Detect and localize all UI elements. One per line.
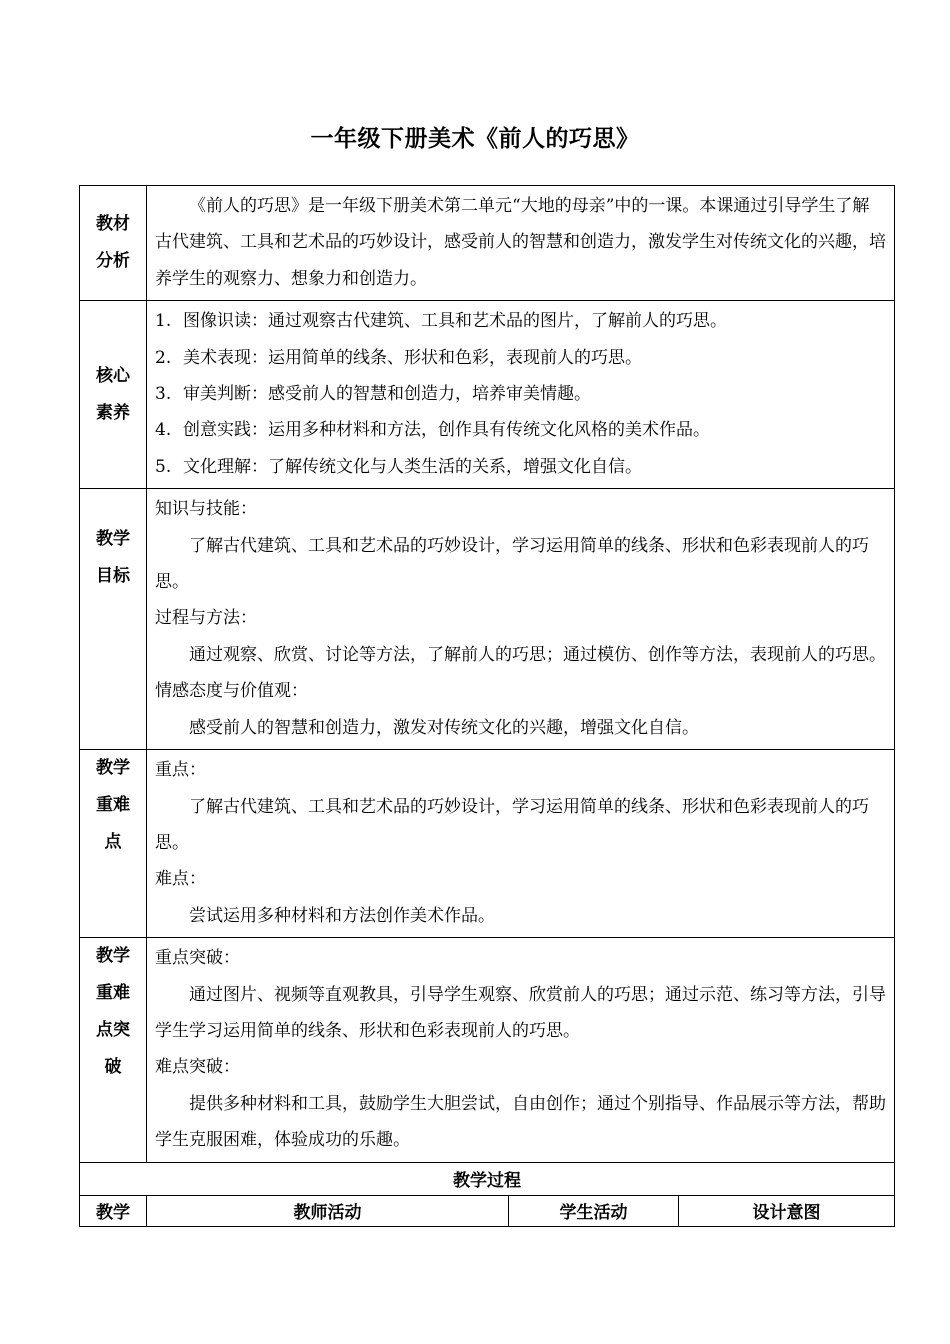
- list-item: 4. 创意实践：运用多种材料和方法，创作具有传统文化风格的美术作品。: [155, 420, 710, 441]
- process-heading: 教学过程: [80, 1162, 895, 1195]
- difficulty-heading: 难点：: [155, 869, 206, 890]
- row-core-literacy: [80, 301, 895, 489]
- list-item: 2. 美术表现：运用简单的线条、形状和色彩，表现前人的巧思。: [155, 347, 642, 368]
- row-key-points: [80, 750, 895, 938]
- content-key-points: [147, 750, 895, 938]
- breakthrough-difficulty-text: 提供多种材料和工具，鼓励学生大胆尝试，自由创作；通过个别指导、作品展示等方法，帮助学生克服困难，体验成功的乐趣。: [155, 1093, 886, 1151]
- list-item: 1. 图像识读：通过观察古代建筑、工具和艺术品的图片，了解前人的巧思。: [155, 311, 727, 332]
- goals-text-values: 感受前人的智慧和创造力，激发对传统文化的兴趣，增强文化自信。: [189, 717, 699, 738]
- breakthrough-key-heading: 重点突破：: [155, 948, 240, 969]
- label-key-points: 教学 重难 点: [80, 750, 147, 938]
- row-teaching-goals: [80, 489, 895, 750]
- row-breakthrough: [80, 938, 895, 1162]
- content-teaching-goals: [147, 489, 895, 750]
- goals-heading-process: 过程与方法：: [155, 608, 257, 629]
- label-material-analysis: 教材 分析: [80, 186, 147, 301]
- content-material-analysis: [147, 186, 895, 301]
- column-header: 教学: [80, 1195, 147, 1226]
- goals-heading-values: 情感态度与价值观：: [155, 681, 308, 702]
- breakthrough-key-text: 通过图片、视频等直观教具，引导学生观察、欣赏前人的巧思；通过示范、练习等方法，引导学生学习运用简单的线条、形状和色彩表现前人的巧思。: [155, 984, 886, 1041]
- keypoint-text: 了解古代建筑、工具和艺术品的巧妙设计，学习运用简单的线条、形状和色彩表现前人的巧思。: [155, 796, 869, 853]
- keypoint-heading: 重点：: [155, 760, 206, 781]
- content-breakthrough: [147, 938, 895, 1162]
- difficulty-text: 尝试运用多种材料和方法创作美术作品。: [189, 905, 495, 926]
- lesson-plan-table: [79, 185, 895, 1227]
- page-title: 一年级下册美术《前人的巧思》: [310, 126, 640, 152]
- content-core-literacy: [147, 301, 895, 489]
- column-header: 教师活动: [147, 1195, 509, 1226]
- label-breakthrough: 教学 重难 点突 破: [80, 938, 147, 1162]
- row-process-heading: [80, 1162, 895, 1195]
- list-item: 3. 审美判断：感受前人的智慧和创造力，培养审美情趣。: [155, 384, 591, 405]
- column-header: 设计意图: [679, 1195, 895, 1226]
- goals-text-process: 通过观察、欣赏、讨论等方法，了解前人的巧思；通过模仿、创作等方法，表现前人的巧思。: [189, 644, 886, 665]
- row-material-analysis: [80, 186, 895, 301]
- analysis-text: 《前人的巧思》是一年级下册美术第二单元“大地的母亲”中的一课。本课通过引导学生了解古代建筑、工具和艺术品的巧妙设计，感受前人的智慧和创造力，激发学生对传统文化的兴趣，培养学生的观察力、想象力和创造力。: [155, 196, 886, 289]
- breakthrough-difficulty-heading: 难点突破：: [155, 1057, 240, 1078]
- list-item: 5. 文化理解：了解传统文化与人类生活的关系，增强文化自信。: [155, 456, 642, 477]
- goals-text-knowledge: 了解古代建筑、工具和艺术品的巧妙设计，学习运用简单的线条、形状和色彩表现前人的巧思。: [155, 535, 869, 593]
- row-process-columns: [80, 1195, 895, 1226]
- goals-heading-knowledge: 知识与技能：: [155, 499, 257, 520]
- label-core-literacy: 核心 素养: [80, 301, 147, 489]
- label-teaching-goals: 教学 目标: [80, 489, 147, 750]
- column-header: 学生活动: [509, 1195, 679, 1226]
